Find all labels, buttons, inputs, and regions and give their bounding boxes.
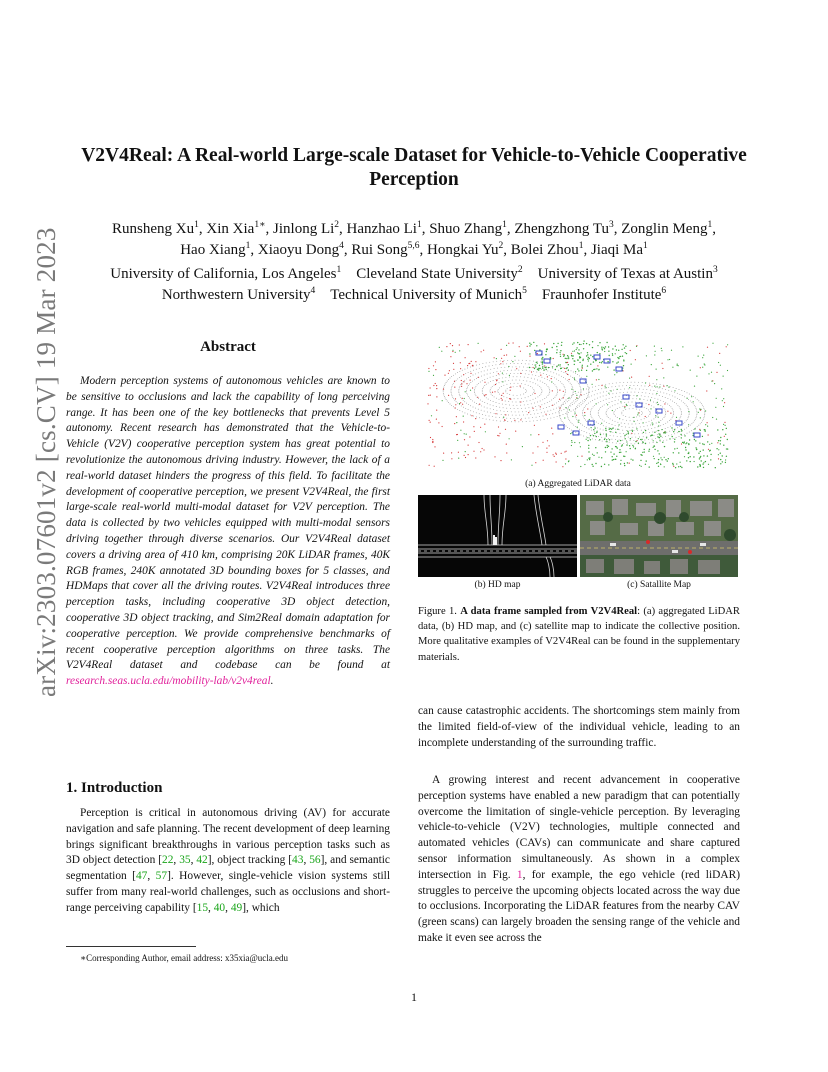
affiliation-mark: 2 <box>517 265 523 275</box>
author-affiliation-mark: 2 <box>334 220 340 230</box>
intro-p2-text-a: A growing interest and recent advancement in cooperative perception systems have enabled a new paradigm that can potentially overcome the limitation of single-vehicle perception. By leveraging vehicle-to-vehicle (V2V) technologies, multiple connected and automated vehicles (CAVs) can communicate and share captured sensor information simultaneously. As shown in a complex intersection in Fig. <box>418 774 740 881</box>
affiliations <box>66 264 762 306</box>
intro-continued-paragraph: can cause catastrophic accidents. The shortcomings stem mainly from the limited field-of-view of the individual vehicle, leading to an incomplete understanding of the surrounding traffic. <box>418 705 740 749</box>
citation-link[interactable]: 47 <box>135 870 148 883</box>
author-affiliation-mark: 1 <box>245 241 251 251</box>
affiliation-name: University of California, Los Angeles <box>110 266 337 282</box>
affiliation-mark: 6 <box>661 286 667 296</box>
introduction-heading: 1. Introduction <box>66 780 163 796</box>
intro-p2-text-b: , for example, the ego vehicle (red liDAR) struggles to perceive the upcoming objects located across the way due to occlusions. Incorporating the LiDAR features from the nearby CAV (green scans) can largely broaden the sensing range of the vehicle and make it even see across the <box>418 868 740 944</box>
intro-text: , <box>173 854 180 867</box>
hd-map-figure <box>418 495 577 577</box>
author-name: Shuo Zhang <box>429 221 503 237</box>
affiliation-mark: 4 <box>310 286 316 296</box>
abstract-heading: Abstract <box>200 339 256 355</box>
author-name: Jiaqi Ma <box>590 242 644 258</box>
abstract-text: Modern perception systems of autonomous vehicles are known to be sensitive to occlusions and lack the capability of long perceiving range. It has been one of the key bottlenecks that prevents Level 5 autonomy. Recent research has demonstrated that the Vehicle-to-Vehicle (V2V) cooperative perception system has great potential to revolutionize the autonomous driving industry. However, the lack of a real-world dataset hinders the progress of this field. To facilitate the development of cooperative perception, we present V2V4Real, the first large-scale real-world multi-modal dataset for V2V perception. The data is collected by two vehicles equipped with multi-modal sensors driving together through diverse scenarios. Our V2V4Real dataset covers a driving area of 410 km, comprising 20K LiDAR frames, 40K RGB frames, 240K annotated 3D bounding boxes for 5 classes, and HDMaps that cover all the driving routes. V2V4Real introduces three perception tasks, including cooperative 3D object detection, cooperative 3D object tracking, and Sim2Real domain adaptation for cooperative perception. We provide comprehensive benchmarks of recent cooperative perception algorithms on three tasks. The V2V4Real dataset and codebase can be found at <box>66 375 390 672</box>
abstract-body <box>66 374 390 690</box>
author-affiliation-mark: 1∗ <box>254 220 266 230</box>
page-number: 1 <box>411 990 417 1004</box>
intro-text: ], which <box>242 901 280 914</box>
author-name: Jinlong Li <box>273 221 335 237</box>
citation-link[interactable]: 15 <box>196 901 209 914</box>
intro-text: ]. However, single-vehicle vision systems still suffer from many real-world challenges, such as occlusions and short-range perceiving capability [ <box>66 870 390 914</box>
figure-caption-c: (c) Satallite Map <box>627 580 691 590</box>
citation-link[interactable]: 22 <box>162 854 174 867</box>
author-affiliation-mark: 1 <box>578 241 584 251</box>
citation-link[interactable]: 49 <box>230 901 243 914</box>
figure-caption-b: (b) HD map <box>474 580 521 590</box>
intro-text: , <box>303 854 310 867</box>
author-name: Hongkai Yu <box>427 242 499 258</box>
author-affiliation-mark: 1 <box>416 220 422 230</box>
author-name: Hanzhao Li <box>346 221 417 237</box>
affiliation-name: Northwestern University <box>161 287 311 303</box>
citation-link[interactable]: 40 <box>213 901 226 914</box>
author-name: Xin Xia <box>206 221 255 237</box>
citation-link[interactable]: 35 <box>179 854 191 867</box>
footnote: ∗Corresponding Author, email address: x35xia@ucla.edu <box>80 953 289 963</box>
citation-link[interactable]: 42 <box>196 854 208 867</box>
figure-caption-rest: : (a) aggregated LiDAR data, (b) HD map, and (c) satellite map to indicate the collective position. More qualitative examples of V2V4Real can be found in the supplementary materials. <box>418 606 740 663</box>
citation-link[interactable]: 56 <box>309 854 321 867</box>
satellite-map-figure <box>580 495 738 577</box>
author-affiliation-mark: 4 <box>339 241 344 251</box>
author-affiliation-mark: 1 <box>643 241 648 251</box>
affiliation-mark: 3 <box>712 265 718 275</box>
arxiv-stamp: arXiv:2303.07601v2 [cs.CV] 19 Mar 2023 <box>31 227 61 697</box>
author-name: Rui Song <box>351 242 408 258</box>
citation-link[interactable]: 57 <box>155 870 168 883</box>
author-affiliation-mark: 1 <box>194 220 199 230</box>
affiliation-mark: 1 <box>336 265 342 275</box>
author-affiliation-mark: 3 <box>608 220 614 230</box>
lidar-figure <box>418 333 738 477</box>
figure-1-caption <box>418 604 740 665</box>
affiliation-name: University of Texas at Austin <box>537 266 713 282</box>
author-affiliation-mark: 1 <box>707 220 713 230</box>
author-affiliation-mark: 2 <box>498 241 504 251</box>
paper-title: V2V4Real: A Real-world Large-scale Dataset for Vehicle-to-Vehicle Cooperative Perception <box>81 145 747 190</box>
author-name: Bolei Zhou <box>510 242 579 258</box>
author-affiliation-mark: 1 <box>502 220 507 230</box>
figure-caption-bold: A data frame sampled from V2V4Real <box>460 606 638 617</box>
figure-caption-a: (a) Aggregated LiDAR data <box>525 479 631 489</box>
author-affiliation-mark: 5,6 <box>407 241 420 251</box>
affiliation-name: Technical University of Munich <box>330 287 523 303</box>
intro-text: , <box>225 901 231 914</box>
intro-text: , <box>147 870 156 883</box>
affiliation-name: Fraunhofer Institute <box>541 287 662 303</box>
figure-label: Figure 1. <box>418 606 457 617</box>
intro-paragraph-2 <box>418 773 740 947</box>
affiliation-mark: 5 <box>522 286 527 296</box>
citation-link[interactable]: 43 <box>292 854 304 867</box>
author-list: Runsheng Xu$^1$, Xin Xia$^{1∗}$, Jinlong Li$^2$, Hanzhao Li$^1$, Shuo Zhang$^1$, Zhengzhong Tu$^3$, Zonglin Meng$^1$, Hao Xiang$^1$, Xiaoyu Dong$^4$, Rui Song$^{5,6}$, Hongkai Yu$^2$, Bolei Zhou$^1$, Jiaqi Ma$^1$ <box>112 220 716 258</box>
author-name: Hao Xiang <box>180 242 246 258</box>
author-name: Zhengzhong Tu <box>514 221 609 237</box>
figure-reference[interactable]: 1 <box>516 868 523 881</box>
affiliation-name: Cleveland State University <box>356 266 518 282</box>
introduction-paragraph <box>66 806 390 917</box>
intro-text: ], and semantic segmentation [ <box>66 854 390 883</box>
author-name: Zonglin Meng <box>621 221 708 237</box>
author-name: Xiaoyu Dong <box>257 242 340 258</box>
intro-text: Perception is critical in autonomous driving (AV) for accurate navigation and safe planning. The recent development of deep learning brings significant breakthroughs in various perception tasks such as 3D object detection [ <box>66 807 390 867</box>
intro-text: , <box>208 901 214 914</box>
project-link[interactable]: research.seas.ucla.edu/mobility-lab/v2v4real <box>66 675 271 688</box>
intro-text: ], object tracking [ <box>207 854 293 867</box>
footnote-rule <box>66 946 196 947</box>
abstract-end: . <box>270 675 274 688</box>
author-name: Runsheng Xu <box>112 221 195 237</box>
intro-text: , <box>190 854 197 867</box>
